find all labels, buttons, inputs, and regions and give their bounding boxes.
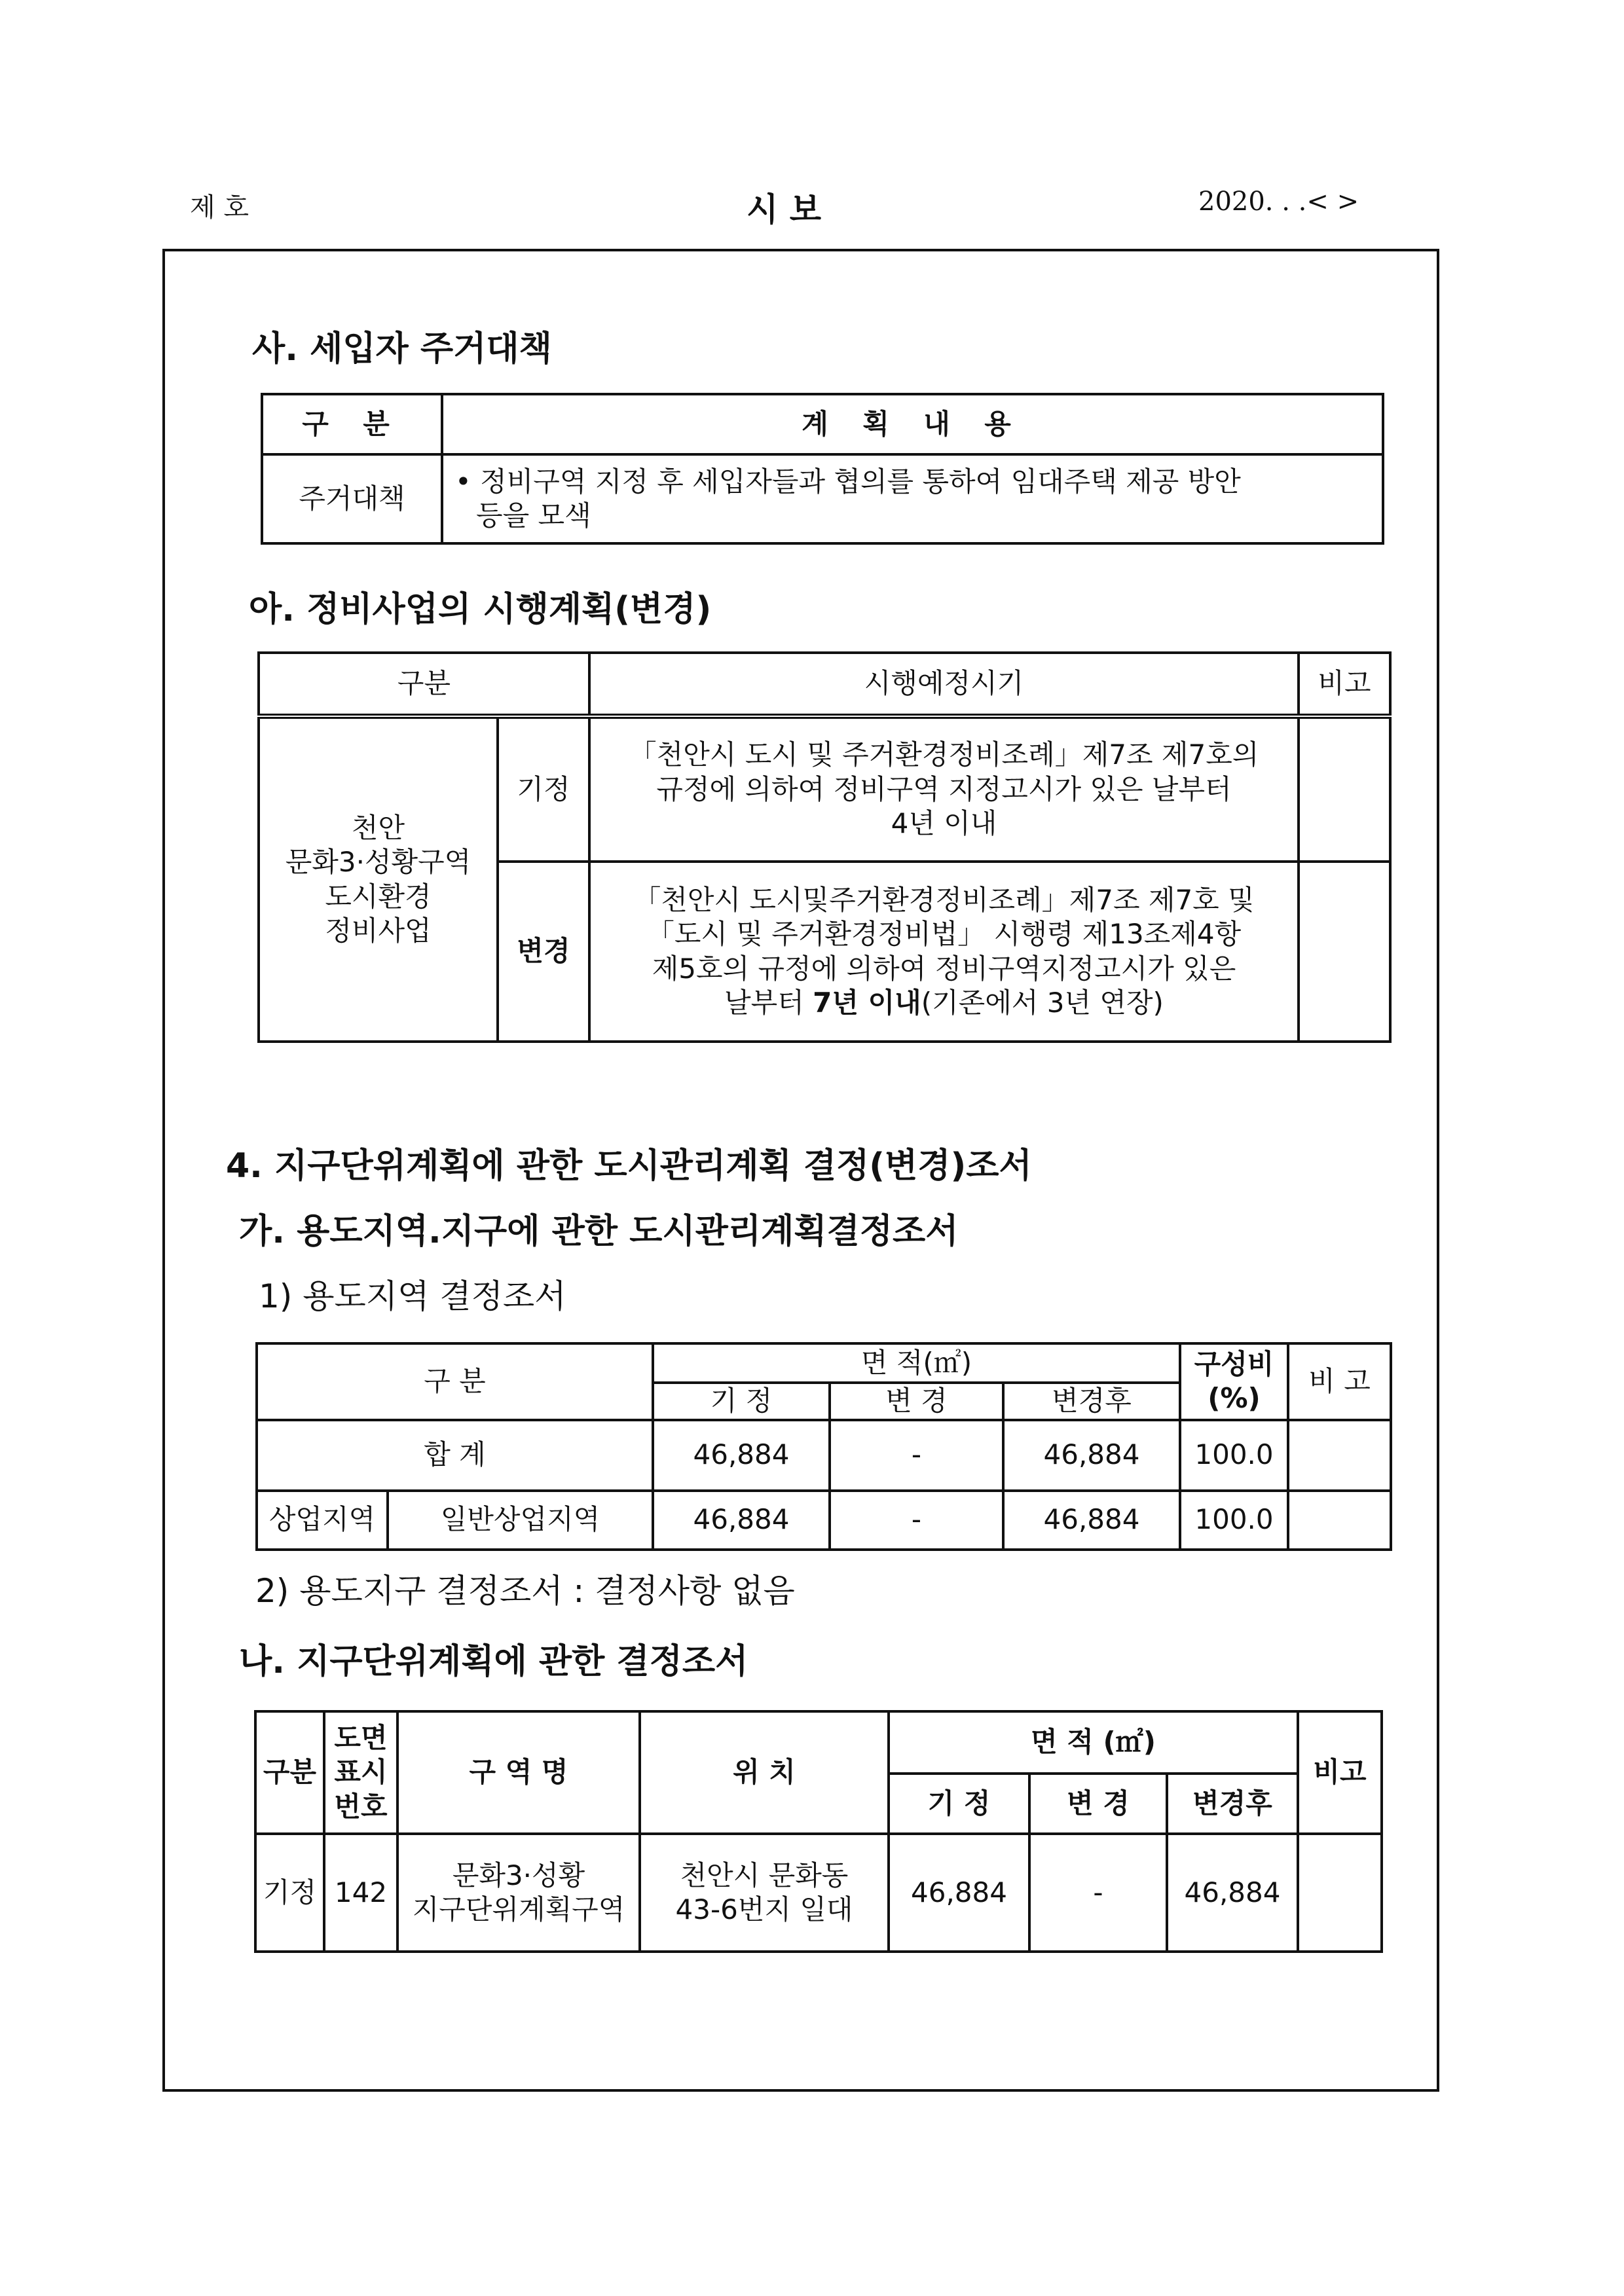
header-note: 비고 [1299, 653, 1390, 716]
schedule-line: 「천안시 도시및주거환경정비조례」제7조 제7호 및 [633, 883, 1255, 916]
header-note: 비고 [1298, 1711, 1382, 1834]
schedule-line: 규정에 의하여 정비구역 지정고시가 있은 날부터 [656, 773, 1232, 805]
heading-zone-decision: 가. 용도지역.지구에 관한 도시관리계획결정조서 [239, 1212, 959, 1251]
heading-district-plan-decision: 나. 지구단위계획에 관한 결정조서 [239, 1642, 748, 1681]
header-after: 변경후 [1167, 1774, 1298, 1834]
bulletin-title: 시 보 [747, 191, 822, 228]
schedule-text: (기존에서 3년 연장) [921, 987, 1164, 1019]
schedule-line: 「천안시 도시 및 주거환경정비조례」제7조 제7호의 [629, 738, 1259, 771]
header-map-number-line: 도면 [334, 1721, 388, 1754]
row-change: - [830, 1491, 1003, 1550]
header-existing: 기 정 [889, 1774, 1029, 1834]
project-name-cell [259, 716, 498, 1042]
item-zone-decision: 1) 용도지역 결정조서 [259, 1277, 566, 1315]
district-plan-table [254, 1710, 1383, 1953]
zone-decision-table [255, 1342, 1392, 1551]
location-line: 43-6번지 일대 [675, 1893, 853, 1925]
header-ratio [1180, 1343, 1288, 1420]
tenant-housing-table [261, 393, 1384, 545]
row-location [640, 1834, 889, 1952]
header-existing: 기 정 [653, 1383, 830, 1420]
row-after: 46,884 [1167, 1834, 1298, 1952]
total-after: 46,884 [1003, 1420, 1180, 1491]
row-label-existing: 기정 [498, 716, 589, 862]
existing-schedule-cell [589, 716, 1299, 862]
header-change: 변 경 [830, 1383, 1003, 1420]
header-after: 변경후 [1003, 1383, 1180, 1420]
zone-label: 상업지역 [257, 1491, 388, 1550]
row-label-changed: 변경 [498, 862, 589, 1042]
total-existing: 46,884 [653, 1420, 830, 1491]
heading-tenant-housing: 사. 세입자 주거대책 [252, 329, 552, 369]
header-ratio-line: 구성비 [1194, 1347, 1274, 1380]
header-category: 구분 [259, 653, 589, 716]
project-name-line: 문화3·성황구역 [285, 846, 471, 878]
project-name-line: 정비사업 [325, 915, 432, 947]
schedule-line-last [597, 986, 1291, 1021]
row-after: 46,884 [1003, 1491, 1180, 1550]
row-category: 기정 [255, 1834, 324, 1952]
location-line: 천안시 문화동 [680, 1859, 849, 1891]
header-map-number-line: 표시 [334, 1756, 388, 1789]
heading-section-4: 4. 지구단위계획에 관한 도시관리계획 결정(변경)조서 [226, 1146, 1032, 1186]
row-change: - [1029, 1834, 1167, 1952]
total-note [1288, 1420, 1391, 1491]
header-map-number-line: 번호 [334, 1790, 388, 1823]
header-area: 면 적(㎡) [653, 1343, 1180, 1383]
project-name-line: 천안 [351, 811, 405, 844]
total-label: 합 계 [257, 1420, 653, 1491]
housing-measure-content [442, 454, 1383, 543]
page-number-label: 제 호 [190, 192, 249, 223]
header-zone-name: 구 역 명 [397, 1711, 640, 1834]
header-ratio-line: (%) [1208, 1382, 1261, 1415]
header-category: 구 분 [262, 394, 442, 454]
header-change: 변 경 [1029, 1774, 1167, 1834]
header-schedule: 시행예정시기 [589, 653, 1299, 716]
schedule-line: 「도시 및 주거환경정비법」 시행령 제13조제4항 [646, 918, 1242, 950]
schedule-line: 제5호의 규정에 의하여 정비구역지정고시가 있은 [652, 952, 1236, 985]
header-location: 위 치 [640, 1711, 889, 1834]
row-zone-name [397, 1834, 640, 1952]
header-map-number [324, 1711, 397, 1834]
schedule-text: 날부터 [724, 987, 813, 1019]
zone-name-line: 지구단위계획구역 [412, 1893, 625, 1925]
existing-note-cell [1299, 716, 1390, 862]
header-category: 구분 [255, 1711, 324, 1834]
header-note: 비 고 [1288, 1343, 1391, 1420]
housing-measure-line: 등을 모색 [476, 500, 591, 532]
row-note [1288, 1491, 1391, 1550]
row-note [1298, 1834, 1382, 1952]
item-district-decision: 2) 용도지구 결정조서 : 결정사항 없음 [255, 1572, 795, 1610]
header-area: 면 적 (㎡) [889, 1711, 1298, 1774]
implementation-plan-table [257, 651, 1392, 1043]
changed-schedule-cell [589, 862, 1299, 1042]
project-name-line: 도시환경 [325, 880, 432, 913]
total-ratio: 100.0 [1180, 1420, 1288, 1491]
schedule-line: 4년 이내 [891, 807, 997, 840]
housing-measure-line: • 정비구역 지정 후 세입자들과 협의를 통하여 임대주택 제공 방안 [455, 465, 1241, 498]
bulletin-date: 2020. . .< > [1198, 187, 1359, 217]
schedule-period-bold: 7년 이내 [813, 987, 921, 1019]
changed-note-cell [1299, 862, 1390, 1042]
header-plan-content: 계 획 내 용 [442, 394, 1383, 454]
row-existing: 46,884 [653, 1491, 830, 1550]
row-label-housing-measure: 주거대책 [262, 454, 442, 543]
zone-name-line: 문화3·성황 [452, 1859, 585, 1891]
subzone-label: 일반상업지역 [388, 1491, 653, 1550]
heading-implementation-plan: 아. 정비사업의 시행계획(변경) [249, 590, 712, 629]
row-map-number: 142 [324, 1834, 397, 1952]
header-category: 구 분 [257, 1343, 653, 1420]
total-change: - [830, 1420, 1003, 1491]
row-existing: 46,884 [889, 1834, 1029, 1952]
row-ratio: 100.0 [1180, 1491, 1288, 1550]
